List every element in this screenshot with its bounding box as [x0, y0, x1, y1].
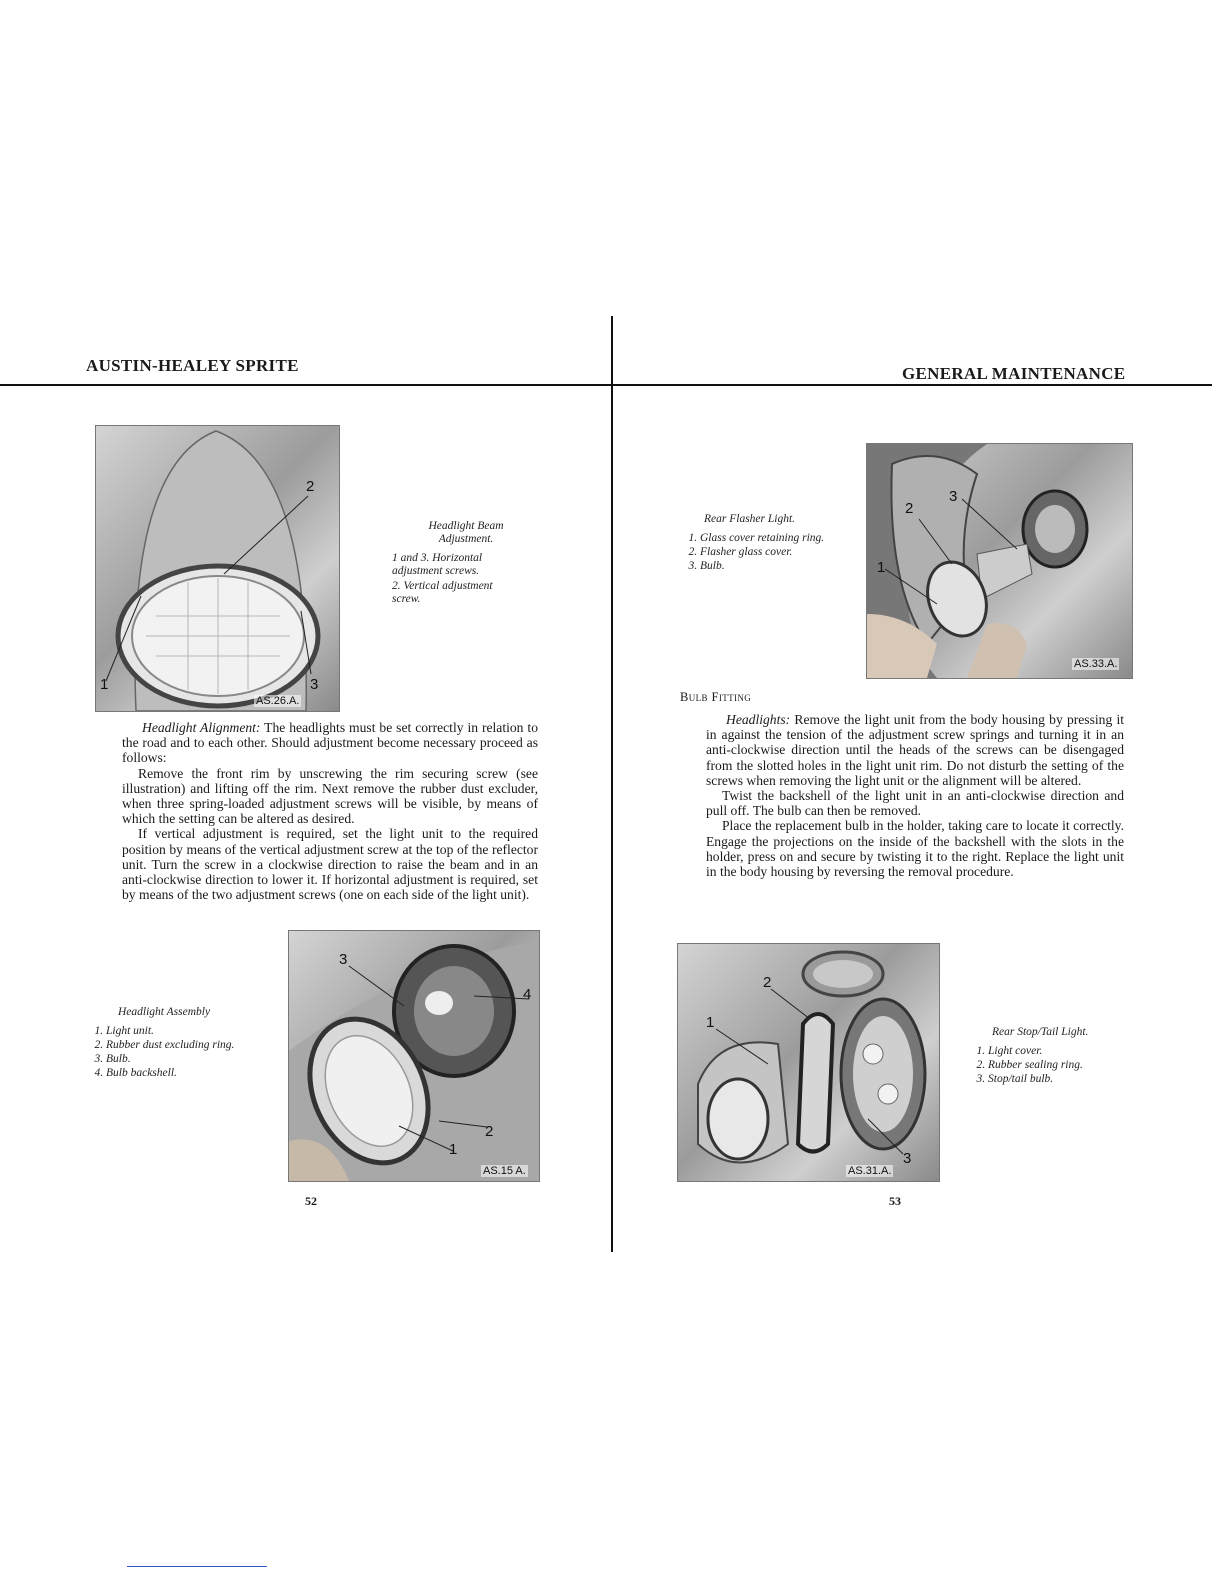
callout-1: 1	[706, 1014, 715, 1031]
caption-item: 4. Bulb backshell.	[106, 1067, 240, 1080]
figure-code: AS.15 A.	[483, 1165, 526, 1177]
figure-code: AS.33.A.	[1074, 658, 1118, 670]
caption-item: 2. Rubber sealing ring.	[988, 1059, 1122, 1072]
bulb-fitting-text	[706, 712, 1124, 879]
headlight-alignment-text	[122, 720, 538, 902]
bottom-link-underline	[127, 1566, 267, 1567]
callout-3: 3	[949, 488, 958, 505]
caption-item: 3. Bulb.	[700, 560, 834, 573]
left-running-head: AUSTIN-HEALEY SPRITE	[86, 356, 299, 375]
callout-1: 1	[449, 1141, 458, 1158]
caption-item: 2. Rubber dust excluding ring.	[106, 1039, 240, 1052]
headlight-assembly-illustration	[289, 931, 539, 1181]
page-number: 53	[889, 1194, 901, 1208]
alignment-paragraph: If vertical adjustment is required, set the light unit to the required position by means of the vertical adjustment screw at the top of the reflector unit. Turn the screw in a clockwise direction to raise the beam and in an anti-clockwise direction to lower it. If horizontal adjustment is required, set by means of the two adjustment screws (one on each side of the light unit).	[122, 826, 538, 903]
header-rule	[0, 384, 1212, 386]
alignment-heading: Headlight Alignment:	[142, 720, 261, 735]
callout-4: 4	[523, 986, 532, 1003]
bulb-fitting-paragraph: Place the replacement bulb in the holder, taking care to locate it correctly. Engage the projections on the inside of the backshell with the slots in the holder, press on and secure by twisting it to the right. Replace the light unit in the body housing by reversing the removal procedure.	[706, 818, 1124, 880]
callout-2: 2	[306, 478, 315, 495]
bulb-fitting-paragraph: Twist the backshell of the light unit in an anti-clockwise direction and pull off. The bulb can then be removed.	[706, 788, 1124, 819]
caption-title: Rear Stop/Tail Light.	[992, 1026, 1089, 1038]
rear-stop-tail-light-photo	[677, 943, 940, 1182]
headlights-lead: Headlights:	[726, 712, 791, 727]
figure-code: AS.26.A.	[256, 695, 300, 707]
caption-title: Headlight Assembly	[118, 1006, 211, 1018]
callout-2: 2	[763, 974, 772, 991]
figure-caption-rear-flasher	[684, 513, 834, 574]
caption-item: 3. Stop/tail bulb.	[988, 1073, 1122, 1086]
caption-item: 1 and 3. Horizontal adjustment screws.	[392, 552, 483, 577]
caption-title-line2: Adjustment.	[438, 533, 494, 545]
caption-item: 2. Flasher glass cover.	[700, 546, 834, 559]
callout-3: 3	[903, 1150, 912, 1167]
callout-2: 2	[905, 500, 914, 517]
caption-item: 3. Bulb.	[106, 1053, 240, 1066]
callout-2: 2	[485, 1123, 494, 1140]
section-heading-bulb-fitting: Bulb Fitting	[680, 690, 752, 704]
headlight-beam-adjustment-photo	[95, 425, 340, 712]
callout-1: 1	[877, 559, 886, 576]
rear-flasher-light-photo	[866, 443, 1133, 679]
callout-3: 3	[310, 676, 319, 693]
page-number: 52	[305, 1194, 317, 1208]
rear-stop-tail-illustration	[678, 944, 939, 1181]
figure-caption-rear-stop-tail	[972, 1026, 1122, 1087]
caption-item: 1. Light cover.	[988, 1045, 1122, 1058]
caption-title-line1: Headlight Beam	[428, 520, 504, 532]
caption-item: 1. Light unit.	[106, 1025, 240, 1038]
figure-code: AS.31.A.	[848, 1165, 892, 1177]
callout-1: 1	[100, 676, 109, 693]
alignment-paragraph: Remove the front rim by unscrewing the rim securing screw (see illustration) and lifting off the rim. Next remove the rubber dust excluder, when three spring-loaded adjustment screws will be visible, by means of which the setting can be altered as desired.	[122, 765, 538, 827]
caption-item: 1. Glass cover retaining ring.	[700, 532, 834, 545]
figure-caption-beam-adjustment	[392, 520, 522, 606]
bulb-fitting-paragraph: Remove the light unit from the body housing by pressing it in against the tension of the adjustment screw springs and turning it in an anti-clockwise direction until the heads of the screws can be disengaged from the slotted holes in the light unit rim. Do not disturb the setting of the screws when removing the light unit or the alignment will be altered.	[706, 712, 1124, 788]
alignment-paragraph: The headlights must be set correctly in relation to the road and to each other. Should adjustment become necessary proceed as follows:	[122, 720, 538, 766]
headlight-assembly-photo	[288, 930, 540, 1182]
headlight-illustration	[96, 426, 339, 711]
caption-item: 2. Vertical adjustment screw.	[392, 580, 493, 605]
rear-flasher-illustration	[867, 444, 1132, 678]
figure-caption-headlight-assembly	[90, 1006, 240, 1081]
callout-3: 3	[339, 951, 348, 968]
right-running-head: GENERAL MAINTENANCE	[902, 364, 1126, 383]
caption-title: Rear Flasher Light.	[704, 513, 796, 525]
page-gutter-line	[611, 316, 613, 1252]
